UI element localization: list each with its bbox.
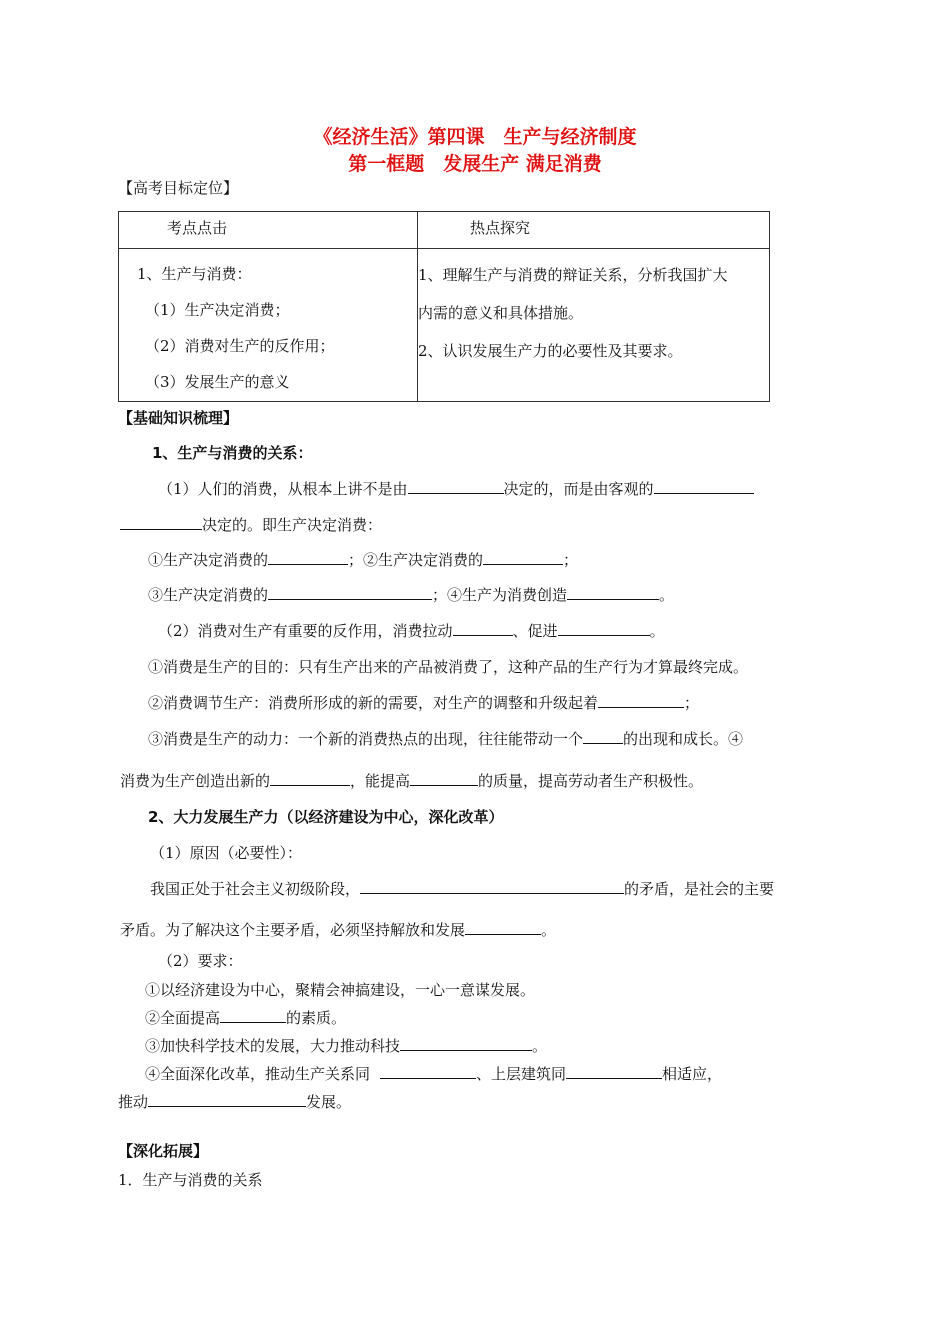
text-l2a: ③生产决定消费的 bbox=[148, 586, 269, 604]
blank-10[interactable] bbox=[598, 693, 684, 708]
blank-19[interactable] bbox=[566, 1064, 662, 1079]
blank-3[interactable] bbox=[120, 515, 202, 530]
text-r2a: 我国正处于社会主义初级阶段， bbox=[150, 880, 361, 898]
text-p1c: 决定的。即生产决定消费： bbox=[202, 516, 383, 534]
text-c4b: ，能提高 bbox=[350, 772, 411, 790]
header-redian: 热点探究 bbox=[470, 219, 531, 237]
basic-heading-1: 1、生产与消费的关系： bbox=[152, 444, 313, 462]
text-r2b: 的矛盾，是社会的主要 bbox=[624, 880, 775, 898]
kaodian-item-2: （1）生产决定消费； bbox=[145, 301, 290, 319]
basic-line-p2 bbox=[158, 621, 665, 641]
table-header-col1 bbox=[119, 212, 418, 249]
basic-line-c3 bbox=[148, 729, 743, 749]
redian-item-2: 内需的意义和具体措施。 bbox=[418, 304, 584, 322]
text-q2a: ②全面提高 bbox=[145, 1009, 221, 1027]
table-cell-col1 bbox=[119, 249, 418, 402]
text-p2b: 、促进 bbox=[512, 622, 558, 640]
basic-line-p1c bbox=[120, 515, 382, 535]
table-cell-col2 bbox=[418, 249, 770, 402]
text-l1a: ①生产决定消费的 bbox=[148, 551, 269, 569]
basic-line-c2 bbox=[148, 693, 699, 713]
text-c3b: 的出现和成长。④ bbox=[623, 730, 744, 748]
blank-8[interactable] bbox=[453, 621, 513, 636]
basic-line-c1: ①消费是生产的目的：只有生产出来的产品被消费了，这种产品的生产行为才算最终完成。 bbox=[148, 658, 749, 676]
basic-line-r1: （1）原因（必要性）： bbox=[150, 844, 303, 862]
text-r3b: 。 bbox=[541, 921, 557, 939]
basic-line-p1 bbox=[158, 479, 754, 499]
title-line-1: 《经济生活》第四课 生产与经济制度 bbox=[313, 126, 637, 148]
text-p1b: 决定的，而是由客观的 bbox=[503, 480, 654, 498]
blank-14[interactable] bbox=[360, 879, 624, 894]
basic-line-q0: （2）要求： bbox=[158, 952, 243, 970]
text-q3a: ③加快科学技术的发展，大力推动科技 bbox=[145, 1037, 401, 1055]
blank-15[interactable] bbox=[465, 920, 541, 935]
basic-line-c4 bbox=[120, 771, 703, 791]
text-l2c: 。 bbox=[659, 586, 675, 604]
text-p2a: （2）消费对生产有重要的反作用，消费拉动 bbox=[158, 622, 453, 640]
basic-line-r3 bbox=[120, 920, 556, 940]
basic-heading-2: 2、大力发展生产力（以经济建设为中心，深化改革） bbox=[148, 808, 504, 826]
basic-line-q5 bbox=[118, 1092, 351, 1112]
basic-line-q2 bbox=[145, 1008, 346, 1028]
blank-12[interactable] bbox=[270, 771, 350, 786]
text-c3a: ③消费是生产的动力：一个新的消费热点的出现，往往能带动一个 bbox=[148, 730, 584, 748]
table-header-col2 bbox=[418, 212, 770, 249]
section-target-heading: 【高考目标定位】 bbox=[118, 179, 239, 197]
blank-1[interactable] bbox=[408, 479, 504, 494]
text-q4a: ④全面深化改革，推动生产关系同 bbox=[145, 1065, 371, 1083]
blank-6[interactable] bbox=[268, 585, 432, 600]
text-r3a: 矛盾。为了解决这个主要矛盾，必须坚持解放和发展 bbox=[120, 921, 466, 939]
text-q4b: 、上层建筑同 bbox=[476, 1065, 567, 1083]
text-l2b: ；④生产为消费创造 bbox=[432, 586, 568, 604]
text-p2c: 。 bbox=[649, 622, 665, 640]
text-q3b: 。 bbox=[532, 1037, 548, 1055]
basic-line-l1 bbox=[148, 550, 578, 570]
text-q5b: 发展。 bbox=[306, 1093, 352, 1111]
kaodian-item-4: （3）发展生产的意义 bbox=[145, 373, 290, 391]
text-c4c: 的质量，提高劳动者生产积极性。 bbox=[478, 772, 704, 790]
basic-line-q1: ①以经济建设为中心，聚精会神搞建设，一心一意谋发展。 bbox=[145, 981, 536, 999]
text-l1b: ；②生产决定消费的 bbox=[348, 551, 484, 569]
basic-line-q4 bbox=[145, 1064, 722, 1084]
blank-20[interactable] bbox=[148, 1092, 306, 1107]
blank-11[interactable] bbox=[583, 729, 623, 744]
blank-13[interactable] bbox=[410, 771, 478, 786]
text-c4a: 消费为生产创造出新的 bbox=[120, 772, 271, 790]
text-l1c: ； bbox=[563, 551, 579, 569]
exam-target-table bbox=[118, 211, 770, 402]
text-c2b: ； bbox=[684, 694, 700, 712]
redian-item-3: 2、认识发展生产力的必要性及其要求。 bbox=[418, 342, 683, 360]
text-q2b: 的素质。 bbox=[286, 1009, 347, 1027]
blank-18[interactable] bbox=[380, 1064, 476, 1079]
kaodian-item-3: （2）消费对生产的反作用； bbox=[145, 337, 335, 355]
section-deep-heading: 【深化拓展】 bbox=[118, 1142, 209, 1160]
text-c2a: ②消费调节生产：消费所形成的新的需要，对生产的调整和升级起着 bbox=[148, 694, 599, 712]
blank-17[interactable] bbox=[400, 1036, 532, 1051]
redian-item-1: 1、理解生产与消费的辩证关系，分析我国扩大 bbox=[418, 266, 728, 284]
title-line-2: 第一框题 发展生产 满足消费 bbox=[348, 153, 602, 175]
text-p1a: （1）人们的消费，从根本上讲不是由 bbox=[158, 480, 408, 498]
kaodian-item-1: 1、生产与消费： bbox=[137, 265, 252, 283]
deep-item-1: 1．生产与消费的关系 bbox=[118, 1171, 263, 1189]
text-q5a: 推动 bbox=[118, 1093, 149, 1111]
blank-16[interactable] bbox=[220, 1008, 286, 1023]
section-basic-heading: 【基础知识梳理】 bbox=[118, 409, 239, 427]
basic-line-r2 bbox=[150, 879, 774, 899]
header-kaodian: 考点点击 bbox=[167, 219, 228, 237]
blank-9[interactable] bbox=[558, 621, 650, 636]
blank-4[interactable] bbox=[268, 550, 348, 565]
blank-5[interactable] bbox=[483, 550, 563, 565]
blank-7[interactable] bbox=[567, 585, 659, 600]
basic-line-l2 bbox=[148, 585, 674, 605]
blank-2[interactable] bbox=[654, 479, 754, 494]
text-q4c: 相适应， bbox=[662, 1065, 723, 1083]
basic-line-q3 bbox=[145, 1036, 547, 1056]
